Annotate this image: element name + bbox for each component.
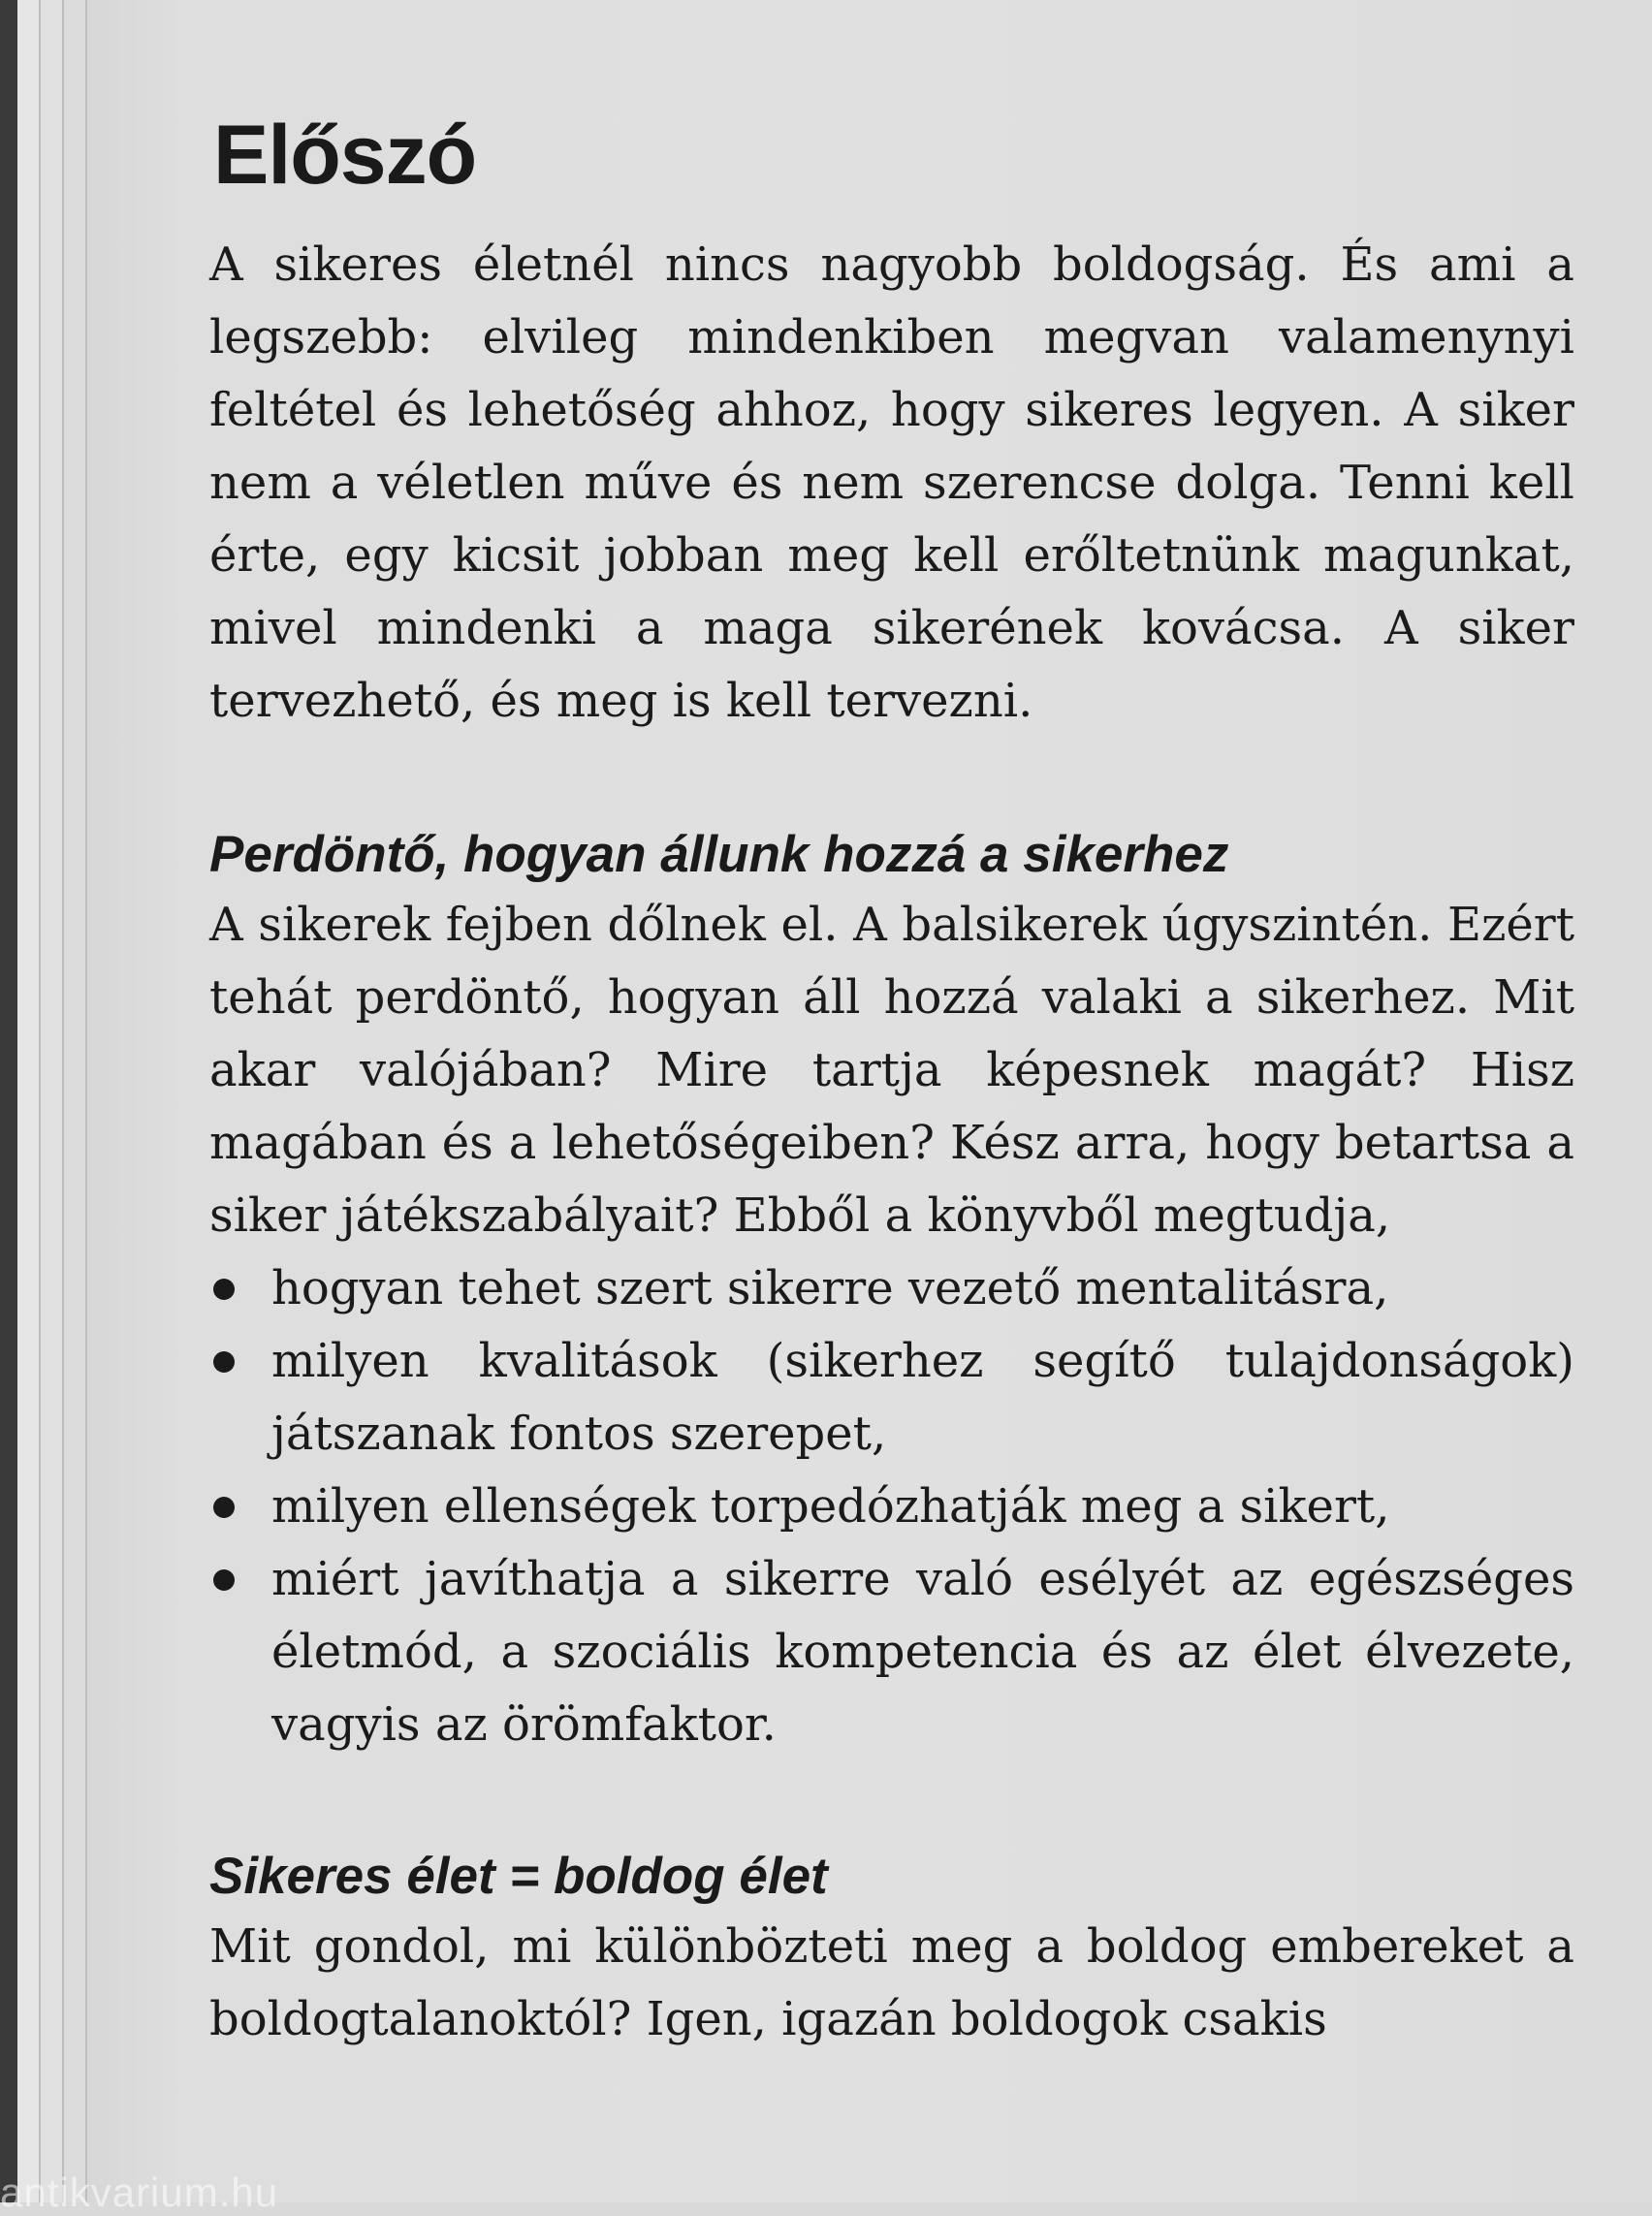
list-item — [209, 1252, 1574, 1325]
intro-paragraph: A sikeres életnél nincs nagyobb boldogság. És ami a legszebb: elvileg mindenkiben megvan valamenynyi feltétel és lehetőség ahhoz, hogy sikeres legyen. A siker nem a véletlen műve és nem szerencse dolga. Tenni kell érte, egy kicsit jobban meg kell erőltetnünk magunkat, mivel mindenki a maga sikerének kovácsa. A siker tervezhető, és meg is kell tervezni. — [209, 237, 1574, 728]
bullet-icon — [213, 1351, 235, 1373]
page-edge — [64, 0, 87, 2202]
section-heading-1: Perdöntő, hogyan állunk hozzá a sikerhez — [209, 826, 1229, 883]
list-item-text: miért javíthatja a sikerre való esélyét az egészséges életmód, a szociális kompetencia és az élet élvezete, vagyis az örömfaktor. — [271, 1552, 1574, 1752]
page-content — [209, 107, 1574, 2056]
list-item-text: milyen kvalitások (sikerhez segítő tulajdonságok) játszanak fontos szerepet, — [271, 1334, 1574, 1461]
page-title: Előszó — [213, 109, 477, 202]
page-edge — [41, 0, 64, 2202]
section-2-paragraph: Mit gondol, mi különbözteti meg a boldog embereket a boldogtalanoktól? Igen, igazán boldogok csakis — [209, 1919, 1574, 2046]
list-item — [209, 1543, 1574, 1761]
section-heading-2: Sikeres élet = boldog élet — [209, 1848, 828, 1905]
list-item — [209, 1471, 1574, 1543]
bullet-icon — [213, 1569, 235, 1591]
book-spine-edge — [0, 0, 17, 2202]
section-1-paragraph: A sikerek fejben dőlnek el. A balsikerek úgyszintén. Ezért tehát perdöntő, hogyan áll hozzá valaki a sikerhez. Mit akar valójában? Mire tartja képesnek magát? Hisz magában és a lehetőségeiben? Kész arra, hogy betartsa a siker játékszabályait? Ebből a könyvből megtudja, — [209, 898, 1574, 1243]
list-item — [209, 1325, 1574, 1471]
page-edge — [17, 0, 41, 2202]
bullet-icon — [213, 1497, 235, 1518]
list-item-text: hogyan tehet szert sikerre vezető mentalitásra, — [271, 1261, 1389, 1315]
bullet-list — [209, 1252, 1574, 1761]
list-item-text: milyen ellenségek torpedózhatják meg a sikert, — [271, 1479, 1390, 1534]
watermark: antikvarium.hu — [0, 2169, 279, 2215]
bullet-icon — [213, 1279, 235, 1300]
